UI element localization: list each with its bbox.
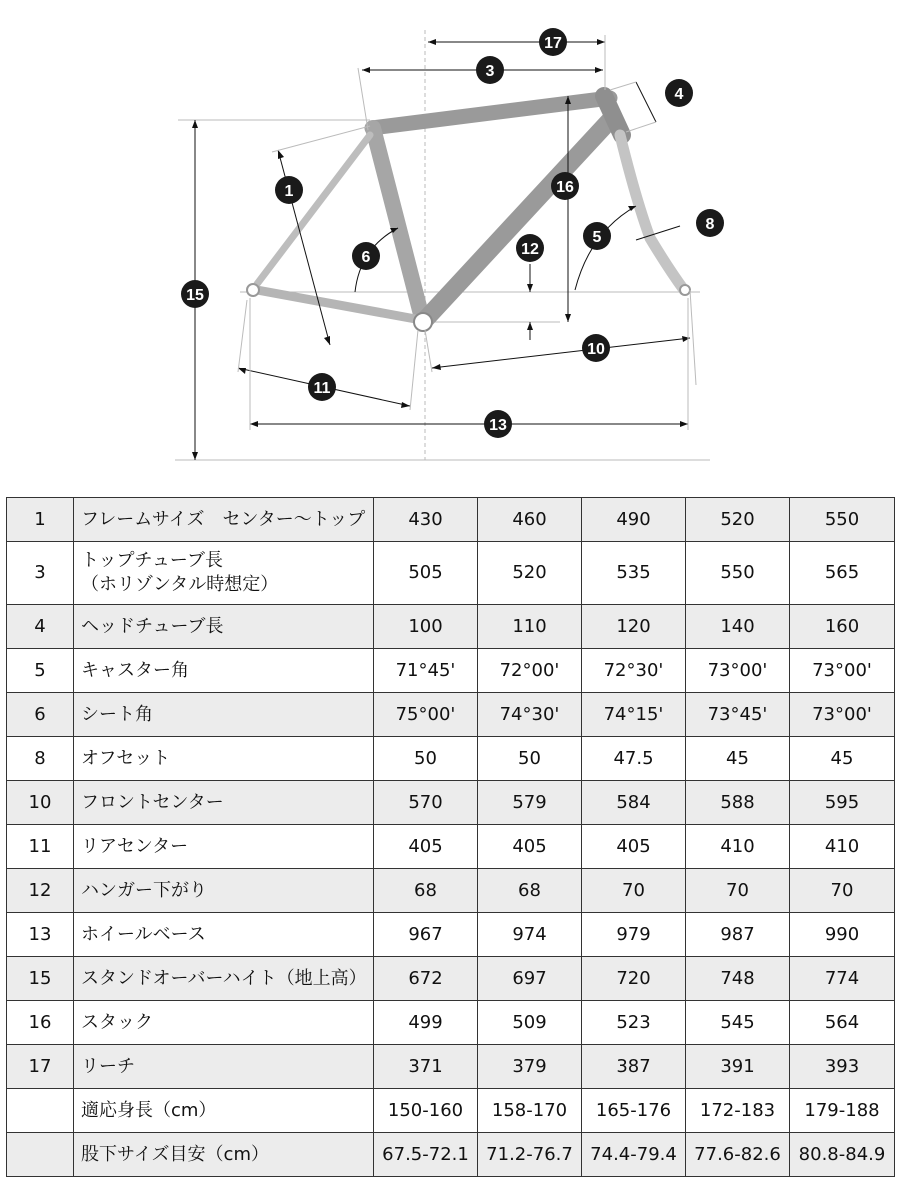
size-value: 405 bbox=[478, 825, 582, 869]
size-value: 410 bbox=[686, 825, 790, 869]
size-value: 520 bbox=[478, 542, 582, 605]
size-value: 967 bbox=[374, 913, 478, 957]
size-value: 72°00' bbox=[478, 649, 582, 693]
table-row bbox=[7, 605, 895, 649]
geometry-table-body bbox=[7, 498, 895, 1177]
svg-text:5: 5 bbox=[592, 229, 602, 246]
size-value: 564 bbox=[790, 1001, 895, 1045]
row-label: リアセンター bbox=[74, 825, 374, 869]
row-label: 股下サイズ目安（cm） bbox=[74, 1133, 374, 1177]
size-value: 430 bbox=[374, 498, 478, 542]
size-value: 460 bbox=[478, 498, 582, 542]
size-value: 172-183 bbox=[686, 1089, 790, 1133]
row-label: スタンドオーバーハイト（地上高） bbox=[74, 957, 374, 1001]
row-label: シート角 bbox=[74, 693, 374, 737]
size-value: 68 bbox=[374, 869, 478, 913]
row-number: 8 bbox=[7, 737, 74, 781]
size-value: 490 bbox=[582, 498, 686, 542]
front-dropout bbox=[680, 285, 690, 295]
callout-15 bbox=[181, 280, 209, 308]
size-value: 387 bbox=[582, 1045, 686, 1089]
svg-text:15: 15 bbox=[186, 287, 204, 304]
size-value: 588 bbox=[686, 781, 790, 825]
size-value: 974 bbox=[478, 913, 582, 957]
size-value: 393 bbox=[790, 1045, 895, 1089]
size-value: 50 bbox=[478, 737, 582, 781]
row-label: 適応身長（cm） bbox=[74, 1089, 374, 1133]
row-label: フロントセンター bbox=[74, 781, 374, 825]
row-number: 4 bbox=[7, 605, 74, 649]
svg-text:8: 8 bbox=[705, 216, 715, 233]
svg-text:17: 17 bbox=[544, 35, 562, 52]
size-value: 579 bbox=[478, 781, 582, 825]
row-number: 6 bbox=[7, 693, 74, 737]
svg-text:11: 11 bbox=[313, 380, 331, 397]
svg-text:3: 3 bbox=[485, 63, 495, 80]
table-row bbox=[7, 781, 895, 825]
size-value: 672 bbox=[374, 957, 478, 1001]
table-row bbox=[7, 957, 895, 1001]
size-value: 100 bbox=[374, 605, 478, 649]
svg-text:12: 12 bbox=[521, 241, 539, 258]
top-tube bbox=[372, 98, 610, 128]
size-value: 74°30' bbox=[478, 693, 582, 737]
callout-5 bbox=[583, 222, 611, 250]
callout-8 bbox=[696, 209, 724, 237]
row-number: 11 bbox=[7, 825, 74, 869]
size-value: 73°00' bbox=[790, 693, 895, 737]
size-value: 391 bbox=[686, 1045, 790, 1089]
size-value: 545 bbox=[686, 1001, 790, 1045]
size-value: 73°00' bbox=[790, 649, 895, 693]
row-label: リーチ bbox=[74, 1045, 374, 1089]
size-value: 45 bbox=[686, 737, 790, 781]
table-row bbox=[7, 825, 895, 869]
bottom-bracket bbox=[414, 313, 432, 331]
svg-text:13: 13 bbox=[489, 417, 507, 434]
row-label: オフセット bbox=[74, 737, 374, 781]
callout-12 bbox=[516, 234, 544, 262]
size-value: 550 bbox=[686, 542, 790, 605]
size-value: 379 bbox=[478, 1045, 582, 1089]
size-value: 71°45' bbox=[374, 649, 478, 693]
frame-geometry-diagram bbox=[0, 0, 900, 475]
size-value: 67.5-72.1 bbox=[374, 1133, 478, 1177]
row-number bbox=[7, 1133, 74, 1177]
row-number: 3 bbox=[7, 542, 74, 605]
size-value: 70 bbox=[582, 869, 686, 913]
row-number: 1 bbox=[7, 498, 74, 542]
size-value: 71.2-76.7 bbox=[478, 1133, 582, 1177]
row-label: フレームサイズ センター〜トップ bbox=[74, 498, 374, 542]
seat-stay bbox=[257, 135, 370, 284]
table-row bbox=[7, 498, 895, 542]
size-value: 405 bbox=[374, 825, 478, 869]
size-value: 697 bbox=[478, 957, 582, 1001]
callout-13 bbox=[484, 410, 512, 438]
size-value: 74.4-79.4 bbox=[582, 1133, 686, 1177]
table-row bbox=[7, 1045, 895, 1089]
svg-text:10: 10 bbox=[587, 341, 605, 358]
row-label: キャスター角 bbox=[74, 649, 374, 693]
size-value: 45 bbox=[790, 737, 895, 781]
row-number: 17 bbox=[7, 1045, 74, 1089]
size-value: 73°45' bbox=[686, 693, 790, 737]
size-value: 535 bbox=[582, 542, 686, 605]
table-row bbox=[7, 542, 895, 605]
svg-text:16: 16 bbox=[556, 179, 574, 196]
size-value: 50 bbox=[374, 737, 478, 781]
size-value: 371 bbox=[374, 1045, 478, 1089]
row-label: ヘッドチューブ長 bbox=[74, 605, 374, 649]
size-value: 70 bbox=[686, 869, 790, 913]
size-value: 595 bbox=[790, 781, 895, 825]
size-value: 179-188 bbox=[790, 1089, 895, 1133]
row-label: ハンガー下がり bbox=[74, 869, 374, 913]
size-value: 77.6-82.6 bbox=[686, 1133, 790, 1177]
size-value: 73°00' bbox=[686, 649, 790, 693]
row-label: ホイールベース bbox=[74, 913, 374, 957]
size-value: 72°30' bbox=[582, 649, 686, 693]
table-row bbox=[7, 1001, 895, 1045]
row-label: スタック bbox=[74, 1001, 374, 1045]
size-value: 505 bbox=[374, 542, 478, 605]
row-number: 16 bbox=[7, 1001, 74, 1045]
row-label: トップチューブ長 （ホリゾンタル時想定） bbox=[74, 542, 374, 605]
size-value: 80.8-84.9 bbox=[790, 1133, 895, 1177]
table-row bbox=[7, 869, 895, 913]
size-value: 47.5 bbox=[582, 737, 686, 781]
size-value: 405 bbox=[582, 825, 686, 869]
size-value: 68 bbox=[478, 869, 582, 913]
row-number bbox=[7, 1089, 74, 1133]
size-value: 74°15' bbox=[582, 693, 686, 737]
seat-tube bbox=[373, 128, 423, 322]
size-value: 160 bbox=[790, 605, 895, 649]
size-value: 499 bbox=[374, 1001, 478, 1045]
size-value: 140 bbox=[686, 605, 790, 649]
size-value: 110 bbox=[478, 605, 582, 649]
size-value: 584 bbox=[582, 781, 686, 825]
dimension-lines bbox=[192, 35, 696, 460]
callout-10 bbox=[582, 334, 610, 362]
row-number: 5 bbox=[7, 649, 74, 693]
size-value: 774 bbox=[790, 957, 895, 1001]
size-value: 70 bbox=[790, 869, 895, 913]
size-value: 979 bbox=[582, 913, 686, 957]
size-value: 570 bbox=[374, 781, 478, 825]
table-row bbox=[7, 737, 895, 781]
svg-text:1: 1 bbox=[284, 183, 294, 200]
rear-dropout bbox=[247, 284, 259, 296]
callout-17 bbox=[539, 28, 567, 56]
svg-text:6: 6 bbox=[361, 249, 371, 266]
size-value: 520 bbox=[686, 498, 790, 542]
chain-stay bbox=[257, 290, 421, 320]
size-value: 990 bbox=[790, 913, 895, 957]
table-row bbox=[7, 693, 895, 737]
size-value: 565 bbox=[790, 542, 895, 605]
callout-16 bbox=[551, 172, 579, 200]
size-value: 165-176 bbox=[582, 1089, 686, 1133]
table-row bbox=[7, 913, 895, 957]
size-value: 150-160 bbox=[374, 1089, 478, 1133]
row-number: 12 bbox=[7, 869, 74, 913]
row-number: 10 bbox=[7, 781, 74, 825]
size-value: 410 bbox=[790, 825, 895, 869]
table-row bbox=[7, 649, 895, 693]
fork bbox=[620, 135, 684, 290]
size-value: 120 bbox=[582, 605, 686, 649]
callout-1 bbox=[275, 176, 303, 204]
size-value: 748 bbox=[686, 957, 790, 1001]
size-value: 158-170 bbox=[478, 1089, 582, 1133]
callout-4 bbox=[665, 79, 693, 107]
size-value: 509 bbox=[478, 1001, 582, 1045]
row-number: 13 bbox=[7, 913, 74, 957]
table-row bbox=[7, 1089, 895, 1133]
size-value: 523 bbox=[582, 1001, 686, 1045]
size-value: 75°00' bbox=[374, 693, 478, 737]
row-number: 15 bbox=[7, 957, 74, 1001]
table-row bbox=[7, 1133, 895, 1177]
size-value: 720 bbox=[582, 957, 686, 1001]
callout-11 bbox=[308, 373, 336, 401]
geometry-table bbox=[6, 497, 895, 1177]
size-value: 987 bbox=[686, 913, 790, 957]
svg-text:4: 4 bbox=[674, 86, 684, 103]
size-value: 550 bbox=[790, 498, 895, 542]
down-tube bbox=[423, 118, 612, 322]
callout-3 bbox=[476, 56, 504, 84]
callout-6 bbox=[352, 242, 380, 270]
